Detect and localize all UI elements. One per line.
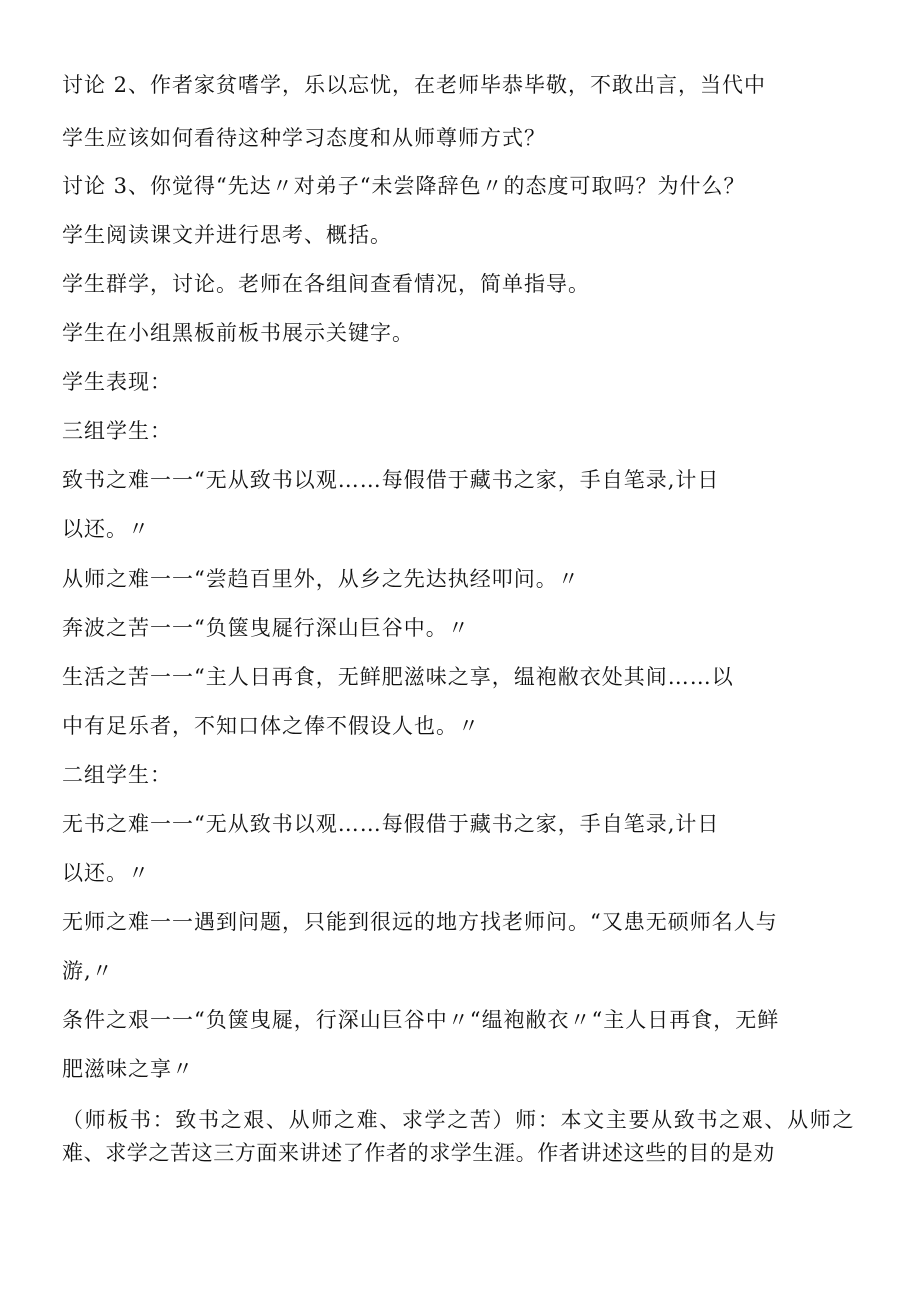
text-line-17: 以还。〃 <box>62 861 150 885</box>
text-line-11: 从师之难一一“尝趋百里外，从乡之先达执经叩问。〃 <box>62 567 580 591</box>
text-line-16: 无书之难一一“无从致书以观……每假借于藏书之家，手自笔录,计日 <box>62 812 720 836</box>
text-line-20: 条件之艰一一“负箧曳屣，行深山巨谷中〃“缊袍敝衣〃“主人日再食，无鲜 <box>62 1008 780 1032</box>
text-line-6: 学生在小组黑板前板书展示关键字。 <box>62 321 414 345</box>
closing-paragraph: （师板书：致书之艰、从师之难、求学之苦）师：本文主要从致书之艰、从师之难、求学之苦这三方面来讲述了作者的求学生涯。作者讲述这些的目的是劝 <box>62 1108 854 1165</box>
text-line-1: 讨论 2、作者家贫嗜学，乐以忘忧，在老师毕恭毕敬，不敢出言，当代中 <box>62 73 767 97</box>
text-line-8: 三组学生： <box>62 419 172 443</box>
text-line-18: 无师之难一一遇到问题，只能到很远的地方找老师问。“又患无硕师名人与 <box>62 910 778 934</box>
text-line-7: 学生表现： <box>62 370 172 394</box>
text-line-4: 学生阅读课文并进行思考、概括。 <box>62 223 392 247</box>
text-line-3: 讨论 3、你觉得“先达〃对弟子“未尝降辞色〃的态度可取吗？为什么？ <box>62 174 746 198</box>
text-line-12: 奔波之苦一一“负箧曳屣行深山巨谷中。〃 <box>62 616 470 640</box>
text-line-9: 致书之难一一“无从致书以观……每假借于藏书之家，手自笔录,计日 <box>62 468 720 492</box>
text-line-13: 生活之苦一一“主人日再食，无鲜肥滋味之享，缊袍敝衣处其间……以 <box>62 665 734 689</box>
text-line-19: 游,〃 <box>62 959 114 983</box>
text-line-10: 以还。〃 <box>62 517 150 541</box>
text-line-14: 中有足乐者，不知口体之俸不假设人也。〃 <box>62 714 480 738</box>
text-line-15: 二组学生： <box>62 763 172 787</box>
text-line-21: 肥滋味之享〃 <box>62 1057 194 1081</box>
text-line-5: 学生群学，讨论。老师在各组间查看情况，简单指导。 <box>62 272 590 296</box>
text-line-2: 学生应该如何看待这种学习态度和从师尊师方式？ <box>62 126 546 150</box>
